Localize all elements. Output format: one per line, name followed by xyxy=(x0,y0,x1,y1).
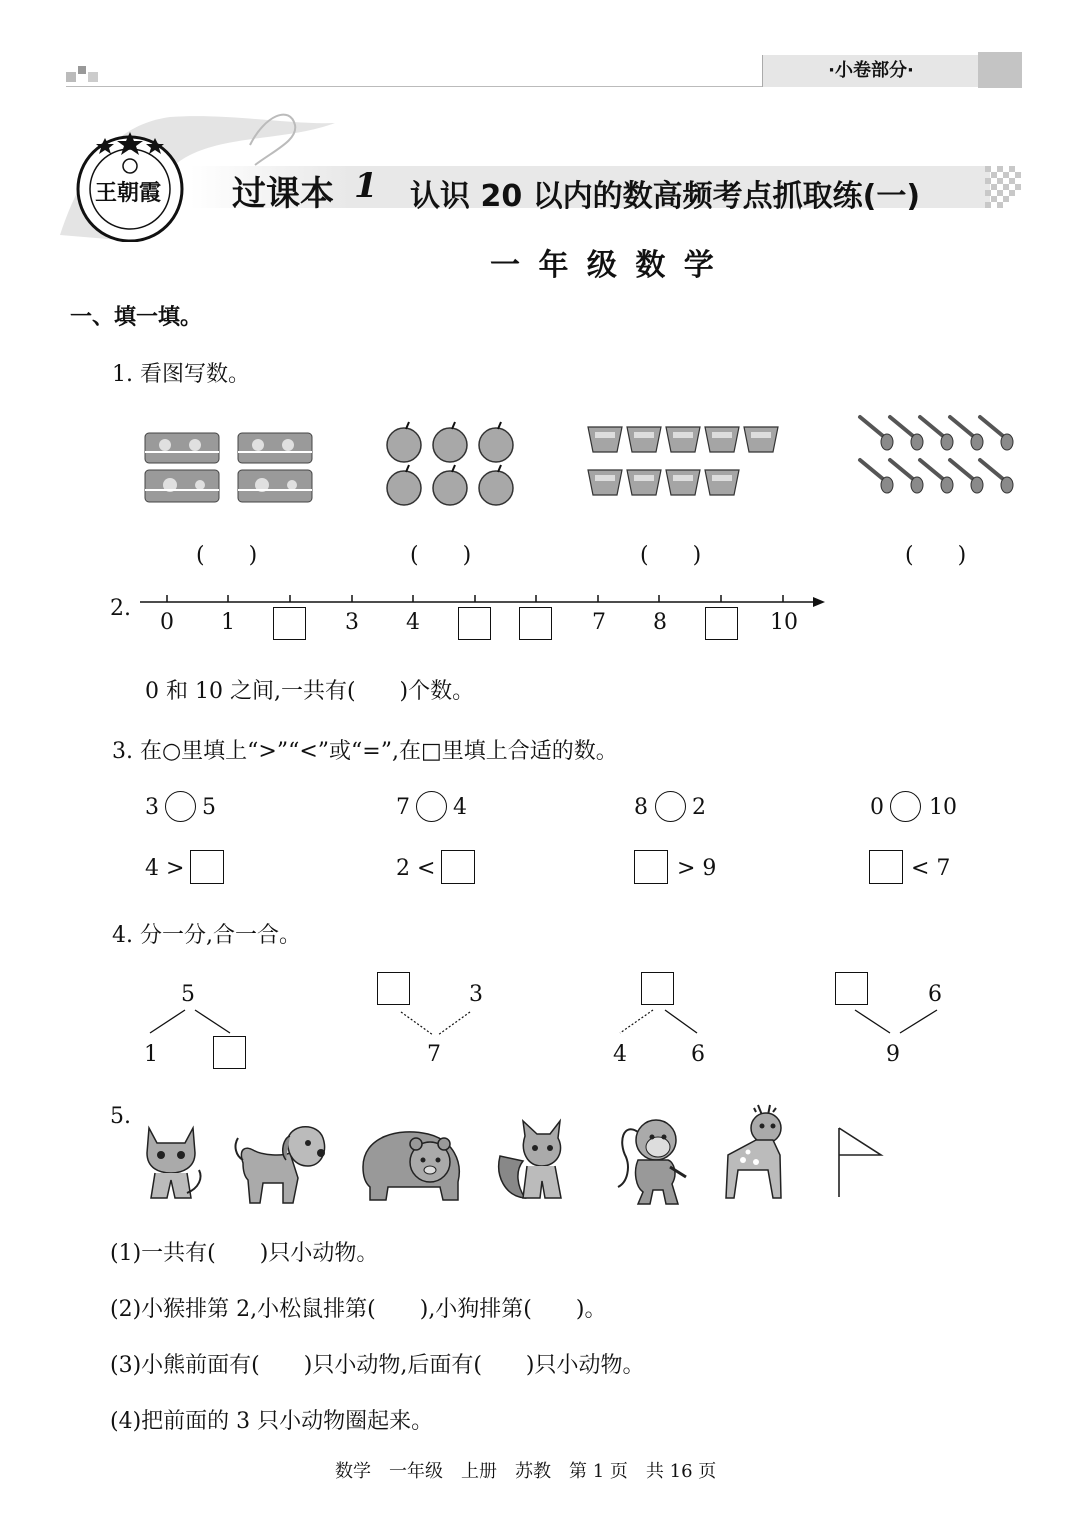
compare-number: 0 xyxy=(870,795,884,820)
flag-icon xyxy=(835,1125,885,1200)
compare-number: 10 xyxy=(929,795,957,820)
tick-label: 8 xyxy=(653,610,667,635)
squirrel-icon xyxy=(495,1116,580,1206)
section-tag-block xyxy=(978,52,1022,88)
page-footer: 数学 一年级 上册 苏教 第 1 页 共 16 页 xyxy=(335,1461,717,1482)
compare-circle[interactable] xyxy=(655,791,686,822)
q1-answer-blank[interactable]: ( ) xyxy=(196,543,258,568)
compare-number: 2 xyxy=(692,795,706,820)
tick-label: 7 xyxy=(592,610,606,635)
compare-circle[interactable] xyxy=(165,791,196,822)
lesson-label: 过课本 xyxy=(232,174,334,214)
tree-bottom-left-number: 4 xyxy=(613,1042,627,1067)
section-tag: ·小卷部分· xyxy=(762,55,979,87)
corner-decoration xyxy=(66,64,106,86)
compare-circle[interactable] xyxy=(890,791,921,822)
tree-answer-box[interactable] xyxy=(835,972,868,1005)
merge-lines xyxy=(852,1008,942,1038)
compare-circle[interactable] xyxy=(416,791,447,822)
lesson-number: 1 xyxy=(354,166,378,206)
tick-label: 10 xyxy=(770,610,798,635)
tick-answer-box[interactable] xyxy=(458,607,491,640)
compare-number: 5 xyxy=(202,795,216,820)
spoon-group-icon xyxy=(855,412,1015,502)
apple-group-icon xyxy=(382,420,522,510)
tree-answer-box[interactable] xyxy=(213,1036,246,1069)
tick-label: 4 xyxy=(406,610,420,635)
q5-sub-question: (4)把前面的 3 只小动物圈起来。 xyxy=(110,1409,434,1434)
split-lines xyxy=(615,1008,705,1038)
section-title: 一、填一填。 xyxy=(70,305,203,330)
tree-bottom-right-number: 6 xyxy=(691,1042,705,1067)
tree-bottom-number: 7 xyxy=(427,1042,441,1067)
merge-lines xyxy=(398,1010,473,1040)
q1-label: 1. 看图写数。 xyxy=(112,362,250,387)
dog-icon xyxy=(228,1118,333,1206)
q3-label: 3. 在○里填上“>”“<”或“=”,在□里填上合适的数。 xyxy=(112,739,618,764)
inequality-box[interactable] xyxy=(441,850,475,884)
cat-icon xyxy=(137,1118,207,1203)
q5-sub-question: (2)小猴排第 2,小松鼠排第( ),小狗排第( )。 xyxy=(110,1297,607,1322)
tick-answer-box[interactable] xyxy=(273,607,306,640)
tick-label: 1 xyxy=(221,610,235,635)
deer-icon xyxy=(718,1100,803,1205)
tree-top-number: 5 xyxy=(181,982,195,1007)
q2-question: 0 和 10 之间,一共有( )个数。 xyxy=(145,679,475,704)
tree-answer-box[interactable] xyxy=(641,972,674,1005)
q5-sub-question: (1)一共有( )只小动物。 xyxy=(110,1241,379,1266)
tree-bottom-number: 9 xyxy=(886,1042,900,1067)
inequality-box[interactable] xyxy=(869,850,903,884)
monkey-icon xyxy=(608,1112,693,1206)
q5-label: 5. xyxy=(110,1104,131,1129)
compare-number: 3 xyxy=(145,795,159,820)
bear-icon xyxy=(358,1122,468,1204)
tick-answer-box[interactable] xyxy=(519,607,552,640)
lesson-title: 认识 20 以内的数高频考点抓取练(一) xyxy=(410,179,921,214)
brand-name: 王朝霞 xyxy=(95,180,162,206)
inequality-text: 4 > xyxy=(145,856,185,881)
compare-number: 4 xyxy=(453,795,467,820)
compare-number: 7 xyxy=(396,795,410,820)
q2-label: 2. xyxy=(110,596,131,621)
q1-answer-blank[interactable]: ( ) xyxy=(410,543,472,568)
checker-pattern-icon xyxy=(985,166,1025,208)
compare-number: 8 xyxy=(634,795,648,820)
tree-left-number: 1 xyxy=(144,1042,158,1067)
grade-subject: 一 年 级 数 学 xyxy=(490,248,718,283)
cake-box-group-icon xyxy=(140,430,320,510)
q1-answer-blank[interactable]: ( ) xyxy=(905,543,967,568)
tree-top-number: 6 xyxy=(928,982,942,1007)
inequality-box[interactable] xyxy=(634,850,668,884)
q5-sub-question: (3)小熊前面有( )只小动物,后面有( )只小动物。 xyxy=(110,1353,645,1378)
tick-label: 3 xyxy=(345,610,359,635)
inequality-text: 2 < xyxy=(396,856,436,881)
brand-logo xyxy=(75,132,185,242)
q4-label: 4. 分一分,合一合。 xyxy=(112,923,301,948)
q1-answer-blank[interactable]: ( ) xyxy=(640,543,702,568)
inequality-text: < 7 xyxy=(911,856,951,881)
tree-top-number: 3 xyxy=(469,982,483,1007)
tick-label: 0 xyxy=(160,610,174,635)
yogurt-cup-group-icon xyxy=(585,422,785,507)
split-lines xyxy=(145,1008,235,1038)
tick-answer-box[interactable] xyxy=(705,607,738,640)
inequality-text: > 9 xyxy=(677,856,717,881)
tree-answer-box[interactable] xyxy=(377,972,410,1005)
inequality-box[interactable] xyxy=(190,850,224,884)
